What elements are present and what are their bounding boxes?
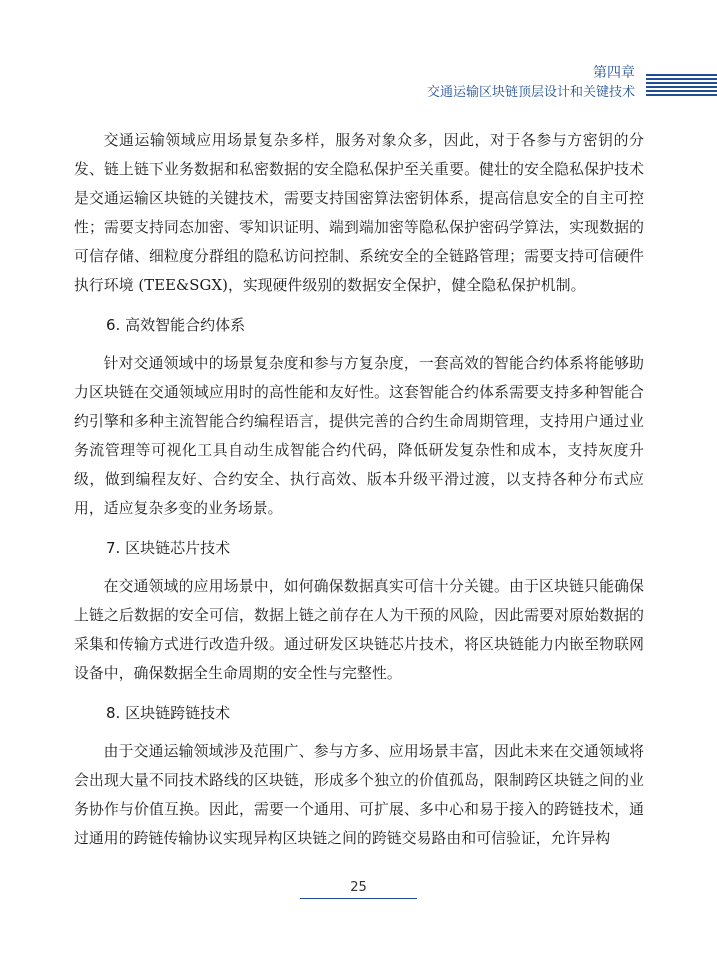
footer-rule <box>300 898 417 899</box>
chapter-title: 交通运输区块链顶层设计和关键技术 <box>426 85 635 100</box>
paragraph-smart-contract: 针对交通领域中的场景复杂度和参与方复杂度，一套高效的智能合约体系将能够助力区块链在交通领域应用时的高性能和友好性。这套智能合约体系需要支持多种智能合约引擎和多种主流智能合约编程语言，提供完善的合约生命周期管理，支持用户通过业务流管理等可视化工具自动生成智能合约代码，降低研发复杂性和成本，支持灰度升级，做到编程友好、合约安全、执行高效、版本升级平滑过渡，以支持各种分布式应用，适应复杂多变的业务场景。 <box>74 355 644 517</box>
paragraph-chip: 在交通领域的应用场景中，如何确保数据真实可信十分关键。由于区块链只能确保上链之后数据的安全可信，数据上链之前存在人为干预的风险，因此需要对原始数据的采集和传输方式进行改造升级。通过研发区块链芯片技术，将区块链能力内嵌至物联网设备中，确保数据全生命周期的安全性与完整性。 <box>74 578 644 682</box>
header-stripes-decoration <box>646 74 717 98</box>
section-heading-8: 8. 区块链跨链技术 <box>106 704 231 722</box>
paragraph-privacy: 交通运输领域应用场景复杂多样，服务对象众多，因此，对于各参与方密钥的分发、链上链下业务数据和私密数据的安全隐私保护至关重要。健壮的安全隐私保护技术是交通运输区块链的关键技术，需要支持国密算法密钥体系，提高信息安全的自主可控性；需要支持同态加密、零知识证明、端到端加密等隐私保护密码学算法，实现数据的可信存储、细粒度分群组的隐私访问控制、系统安全的全链路管理；需要支持可信硬件执行环境 (TEE&SGX)，实现硬件级别的数据安全保护，健全隐私保护机制。 <box>74 132 644 294</box>
page-content <box>74 126 644 853</box>
section-heading-7: 7. 区块链芯片技术 <box>106 539 231 557</box>
page-number: 25 <box>350 880 367 895</box>
chapter-label: 第四章 <box>593 65 635 81</box>
paragraph-cross-chain: 由于交通运输领域涉及范围广、参与方多、应用场景丰富，因此未来在交通领域将会出现大量不同技术路线的区块链，形成多个独立的价值孤岛，限制跨区块链之间的业务协作与价值互换。因此，需要一个通用、可扩展、多中心和易于接入的跨链技术，通过通用的跨链传输协议实现异构区块链之间的跨链交易路由和可信验证，允许异构 <box>74 743 644 847</box>
chapter-header <box>427 64 635 102</box>
section-heading-6: 6. 高效智能合约体系 <box>106 316 246 334</box>
